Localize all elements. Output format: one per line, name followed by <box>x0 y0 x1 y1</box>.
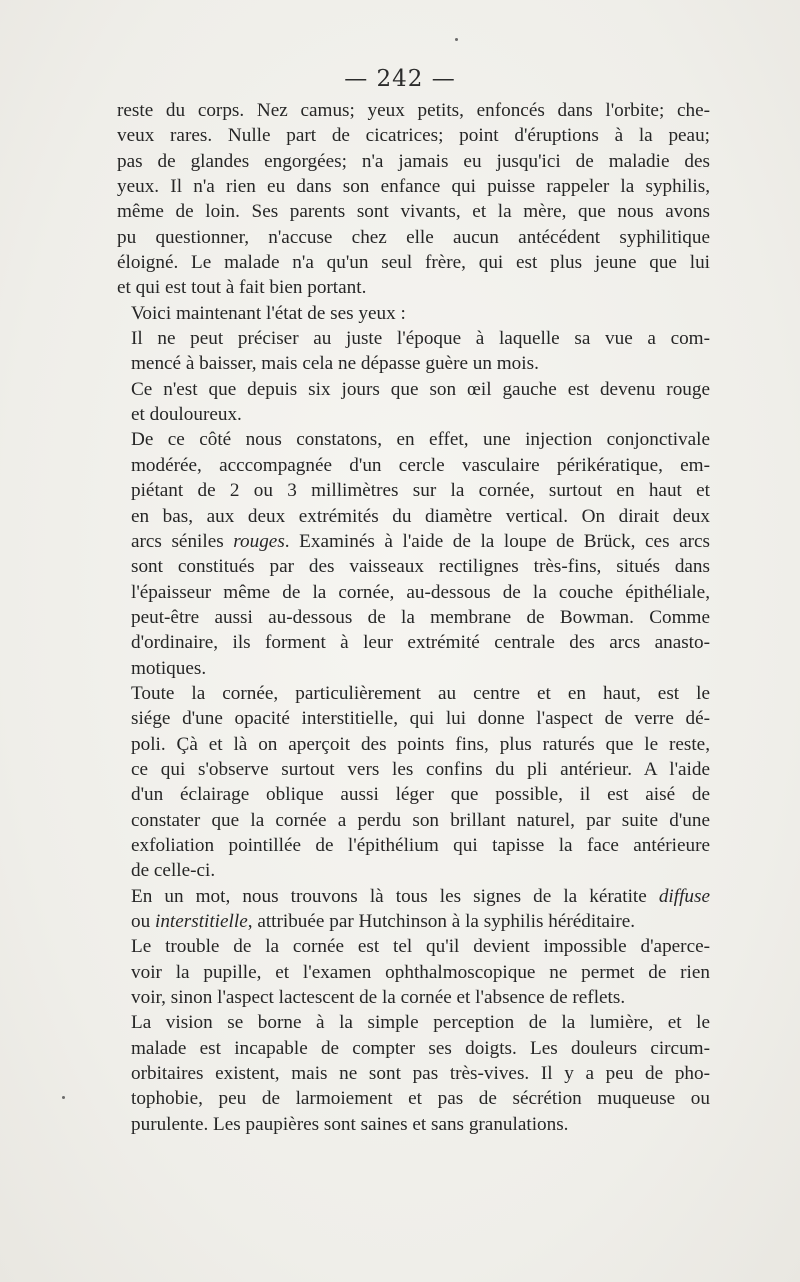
paper-speck <box>62 1096 65 1099</box>
text-line: mencé à baisser, mais cela ne dépasse guère un mois. <box>131 353 539 375</box>
text-line: malade est incapable de compter ses doigts. Les douleurs circum- <box>131 1037 710 1059</box>
paper-speck <box>455 38 458 41</box>
italic-term: diffuse <box>658 885 710 907</box>
text-line: arcs séniles rouges. Examinés à l'aide de la loupe de Brück, ces arcs <box>131 530 710 552</box>
text-line: éloigné. Le malade n'a qu'un seul frère, qui est plus jeune que lui <box>117 252 710 274</box>
text-line: Le trouble de la cornée est tel qu'il devient impossible d'aperce- <box>131 936 710 958</box>
text-line: de celle-ci. <box>131 860 216 882</box>
text-line: motiques. <box>131 657 207 679</box>
text-line: et qui est tout à fait bien portant. <box>117 277 367 299</box>
text-line: De ce côté nous constatons, en effet, une injection conjonctivale <box>131 429 710 451</box>
text-line: pu questionner, n'accuse chez elle aucun antécédent syphilitique <box>117 226 710 248</box>
italic-term: interstitielle <box>154 911 248 932</box>
paragraph-cornea-opacity <box>117 681 710 884</box>
paragraph-left-eye <box>117 377 710 428</box>
paragraph-vision <box>117 1010 710 1137</box>
text-line: d'ordinaire, ils forment à leur extrémité centrale des arcs anasto- <box>131 632 710 654</box>
text-line: La vision se borne à la simple perception de la lumière, et le <box>131 1012 710 1034</box>
page-number: — 242 — <box>344 66 456 92</box>
text-line: yeux. Il n'a rien eu dans son enfance qui puisse rappeler la syphilis, <box>117 176 710 198</box>
paragraph-keratitis <box>117 884 710 935</box>
text-line: Ce n'est que depuis six jours que son œil gauche est devenu rouge <box>131 378 710 400</box>
text-line: modérée, acccompagnée d'un cercle vasculaire périkératique, em- <box>131 454 710 476</box>
text-line: orbitaires existent, mais ne sont pas très-vives. Il y a peu de pho- <box>131 1063 710 1085</box>
text-line: peut-être aussi au-dessous de la membrane de Bowman. Comme <box>131 606 710 628</box>
text-line: l'épaisseur même de la cornée, au-dessous de la couche épithéliale, <box>131 581 710 603</box>
text-line: piétant de 2 ou 3 millimètres sur la cornée, surtout en haut et <box>131 480 710 502</box>
italic-term: rouges <box>233 530 285 552</box>
text-line: ce qui s'observe surtout vers les confins du pli antérieur. A l'aide <box>131 758 710 780</box>
paragraph-patient-description <box>117 98 710 301</box>
text-line: et douloureux. <box>131 404 242 426</box>
text-line: En un mot, nous trouvons là tous les signes de la kératite diffuse <box>131 885 710 907</box>
text-line: voir, sinon l'aspect lactescent de la cornée et l'absence de reflets. <box>131 987 626 1009</box>
paragraph-pupil <box>117 934 710 1010</box>
text-line: poli. Çà et là on aperçoit des points fins, plus raturés que le reste, <box>131 733 710 755</box>
text-line: Voici maintenant l'état de ses yeux : <box>131 302 406 324</box>
text-line: voir la pupille, et l'examen ophthalmoscopique ne permet de rien <box>131 961 710 983</box>
paragraph-vision-onset <box>117 326 710 377</box>
text-line: d'un éclairage oblique aussi léger que possible, il est aisé de <box>131 784 710 806</box>
text-line: constater que la cornée a perdu son brillant naturel, par suite d'une <box>131 809 710 831</box>
text-line: purulente. Les paupières sont saines et sans granulations. <box>131 1113 569 1135</box>
text-line: reste du corps. Nez camus; yeux petits, enfoncés dans l'orbite; che- <box>117 100 710 121</box>
text-line: ou interstitielle, attribuée par Hutchinson à la syphilis héréditaire. <box>131 911 636 932</box>
text-line: pas de glandes engorgées; n'a jamais eu jusqu'ici de maladie des <box>117 150 710 172</box>
text-line: même de loin. Ses parents sont vivants, et la mère, que nous avons <box>117 201 710 223</box>
text-line: en bas, aux deux extrémités du diamètre vertical. On dirait deux <box>131 505 710 527</box>
body-text <box>117 98 710 1137</box>
text-line: veux rares. Nulle part de cicatrices; point d'éruptions à la peau; <box>117 125 710 147</box>
text-line: siége d'une opacité interstitielle, qui lui donne l'aspect de verre dé- <box>131 708 710 730</box>
text-line: Il ne peut préciser au juste l'époque à laquelle sa vue a com- <box>131 328 710 350</box>
paragraph-eye-state-intro <box>117 301 710 326</box>
text-line: exfoliation pointillée de l'épithélium qui tapisse la face antérieure <box>131 834 710 856</box>
text-line: Toute la cornée, particulièrement au centre et en haut, est le <box>131 682 710 704</box>
text-line: sont constitués par des vaisseaux rectilignes très-fins, situés dans <box>131 556 710 578</box>
paragraph-injection <box>117 427 710 680</box>
text-line: tophobie, peu de larmoiement et pas de sécrétion muqueuse ou <box>131 1088 710 1110</box>
